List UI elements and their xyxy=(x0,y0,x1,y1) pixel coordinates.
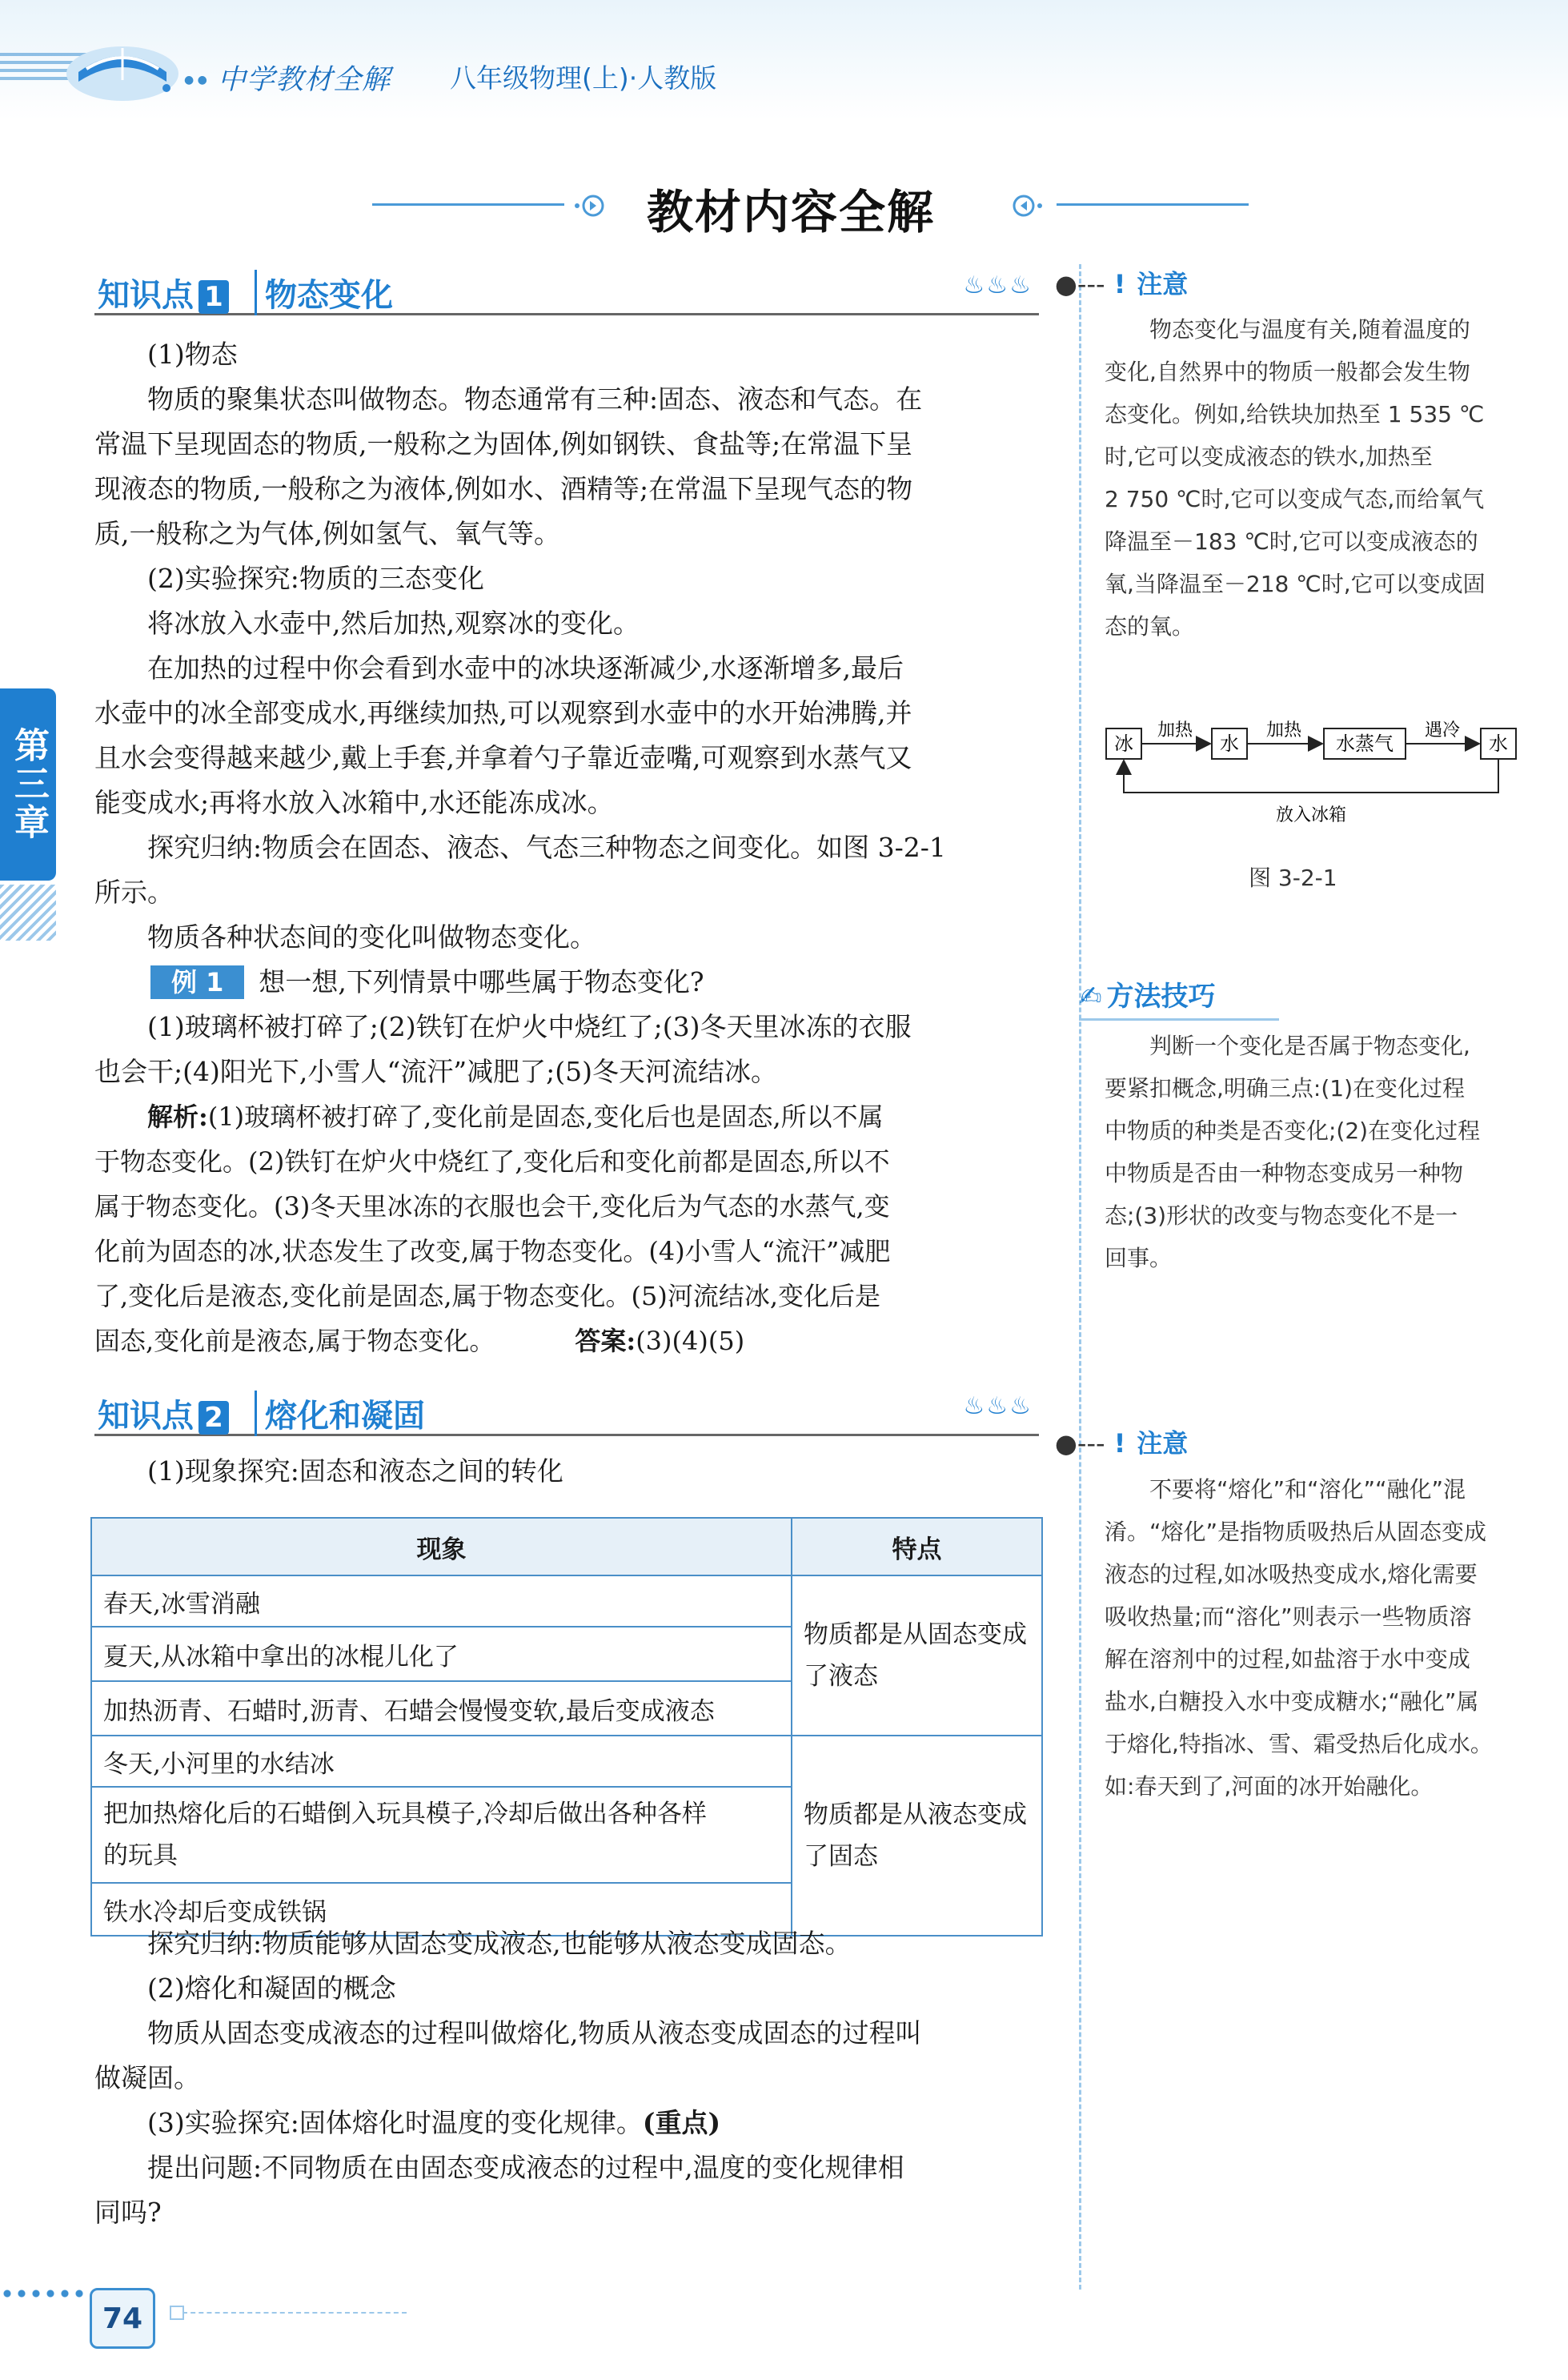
analysis-line: 解析:(1)玻璃杯被打碎了,变化前是固态,变化后也是固态,所以不属 xyxy=(147,1102,884,1132)
kp1-number-badge: 1 xyxy=(199,280,229,314)
note1-line: 降温至－183 ℃时,它可以变成液态的 xyxy=(1105,528,1478,555)
kp2-intro: (1)现象探究:固态和液态之间的转化 xyxy=(147,1455,563,1487)
diagram-node-water xyxy=(1212,728,1247,759)
title-line-right xyxy=(1057,203,1249,206)
footer-dots xyxy=(0,2290,88,2298)
kp1-line: 且水会变得越来越少,戴上手套,并拿着勺子靠近壶嘴,可观察到水蒸气又 xyxy=(94,742,912,773)
method-header: ✍ 方法技巧 xyxy=(1079,974,1279,1021)
diagram-edge-label: 加热 xyxy=(1157,720,1193,740)
footer-line xyxy=(182,2312,407,2314)
note2-line: 解在溶剂中的过程,如盐溶于水中变成 xyxy=(1105,1646,1470,1672)
analysis-line: 属于物态变化。(3)冬天里冰冻的衣服也会干,变化后为气态的水蒸气,变 xyxy=(94,1191,890,1222)
kp2-line: (3)实验探究:固体熔化时温度的变化规律。(重点) xyxy=(147,2107,721,2138)
kp2-header xyxy=(94,1389,1039,1436)
kp1-line: (2)实验探究:物质的三态变化 xyxy=(147,563,484,594)
table-cell: 加热沥青、石蜡时,沥青、石蜡会慢慢变软,最后变成液态 xyxy=(91,1681,792,1736)
kp1-flame-icon: ♨♨♨ xyxy=(963,271,1033,299)
note2-line: 盐水,白糖投入水中变成糖水;“融化”属 xyxy=(1105,1688,1479,1715)
note2-line: 不要将“熔化”和“溶化”“融化”混 xyxy=(1149,1476,1466,1503)
kp1-line: 物质各种状态间的变化叫做物态变化。 xyxy=(147,921,596,953)
book-logo-icon xyxy=(62,24,182,104)
table-feature-cell: 物质都是从固态变成 了液态 xyxy=(792,1575,1042,1736)
table-feature-cell: 物质都是从液态变成 了固态 xyxy=(792,1736,1042,1936)
kp2-label: 知识点 2 xyxy=(98,1391,234,1436)
diagram-node-water-2 xyxy=(1481,728,1516,759)
chapter-tab: 第三章 xyxy=(0,688,56,881)
note2-line: 于熔化,特指冰、雪、霜受热后化成水。 xyxy=(1105,1731,1493,1757)
method-line: 态;(3)形状的改变与物态变化不是一 xyxy=(1105,1202,1458,1229)
method-line: 中物质是否由一种物态变成另一种物 xyxy=(1105,1160,1464,1186)
diagram-edge-label: 遇冷 xyxy=(1424,720,1461,740)
exclamation-icon: ! xyxy=(1113,269,1126,299)
note2-line: 液态的过程,如冰吸热变成水,熔化需要 xyxy=(1105,1561,1478,1587)
diagram-return-label: 放入冰箱 xyxy=(1275,805,1347,825)
figure-caption: 图 3-2-1 xyxy=(1249,865,1337,891)
diagram-edge-label: 加热 xyxy=(1265,720,1302,740)
kp1-line: 能变成水;再将水放入冰箱中,水还能冻成冰。 xyxy=(94,787,614,818)
table-cell: 春天,冰雪消融 xyxy=(91,1575,792,1627)
phenomenon-table xyxy=(90,1517,1043,1937)
method-line: 判断一个变化是否属于物态变化, xyxy=(1149,1033,1470,1059)
kp1-line: 探究归纳:物质会在固态、液态、气态三种物态之间变化。如图 3-2-1 xyxy=(147,832,946,863)
page-title: 教材内容全解 xyxy=(647,185,936,239)
note2-line: 吸收热量;而“溶化”则表示一些物质溶 xyxy=(1105,1603,1472,1630)
state-change-diagram xyxy=(1105,716,1537,837)
analysis-line: 了,变化后是液态,变化前是固态,属于物态变化。(5)河流结冰,变化后是 xyxy=(94,1281,881,1311)
table-header: 特点 xyxy=(792,1518,1042,1575)
kp1-title: 物态变化 xyxy=(255,270,393,315)
note2-line: 淆。“熔化”是指物质吸热后从固态变成 xyxy=(1105,1519,1487,1545)
title-ornament-left-icon xyxy=(572,190,604,222)
diagram-return-arrow xyxy=(1124,759,1498,793)
example-1 xyxy=(94,960,1095,1005)
note1-line: 氧,当降温至－218 ℃时,它可以变成固 xyxy=(1105,571,1486,597)
kp2-line: 探究归纳:物质能够从固态变成液态,也能够从液态变成固态。 xyxy=(147,1928,852,1959)
kp2-line: 物质从固态变成液态的过程叫做熔化,物质从液态变成固态的过程叫 xyxy=(147,2017,922,2049)
table-cell: 冬天,小河里的水结冰 xyxy=(91,1736,792,1787)
example-line: (1)玻璃杯被打碎了;(2)铁钉在炉火中烧红了;(3)冬天里冰冻的衣服 xyxy=(147,1011,912,1042)
chapter-stripes xyxy=(0,885,56,941)
method-line: 要紧扣概念,明确三点:(1)在变化过程 xyxy=(1105,1075,1465,1102)
note2-header: ●--- ! 注意 xyxy=(1055,1428,1189,1459)
note1-line: 态变化。例如,给铁块加热至 1 535 ℃ xyxy=(1105,401,1485,427)
analysis-label: 解析: xyxy=(147,1102,208,1132)
kp2-line: 做凝固。 xyxy=(94,2062,200,2093)
example-badge: 例 1 xyxy=(150,965,244,999)
analysis-line: 化前为固态的冰,状态发生了改变,属于物态变化。(4)小雪人“流汗”减肥 xyxy=(94,1236,891,1266)
diagram-node-ice xyxy=(1106,728,1141,759)
analysis-line: 固态,变化前是液态,属于物态变化。 答案:(3)(4)(5) xyxy=(94,1326,745,1356)
kp2-line: 提出问题:不同物质在由固态变成液态的过程中,温度的变化规律相 xyxy=(147,2152,904,2183)
svg-text:水: 水 xyxy=(1489,732,1508,755)
table-cell: 铁水冷却后变成铁锅 xyxy=(91,1883,792,1936)
series-title: 中学教材全解 xyxy=(218,64,391,96)
example-line: 也会干;(4)阳光下,小雪人“流汗”减肥了;(5)冬天河流结冰。 xyxy=(94,1056,777,1087)
note1-line: 时,它可以变成液态的铁水,加热至 xyxy=(1105,443,1433,470)
kp1-line: 质,一般称之为气体,例如氢气、氧气等。 xyxy=(94,518,560,549)
analysis-line: 于物态变化。(2)铁钉在炉火中烧红了,变化后和变化前都是固态,所以不 xyxy=(94,1146,890,1177)
kp1-label: 知识点 1 xyxy=(98,270,234,315)
kp1-line: 所示。 xyxy=(94,877,174,908)
answer-value: (3)(4)(5) xyxy=(636,1326,745,1356)
kp1-header xyxy=(94,268,1039,315)
kp1-line: 物质的聚集状态叫做物态。物态通常有三种:固态、液态和气态。在 xyxy=(147,383,923,415)
kp1-line: (1)物态 xyxy=(147,339,238,370)
note1-header: ●--- ! 注意 xyxy=(1055,269,1189,299)
method-line: 中物质的种类是否变化;(2)在变化过程 xyxy=(1105,1118,1481,1144)
kp1-line: 常温下呈现固态的物质,一般称之为固体,例如钢铁、食盐等;在常温下呈 xyxy=(94,428,913,460)
svg-text:水蒸气: 水蒸气 xyxy=(1336,732,1394,755)
title-ornament-right-icon xyxy=(1013,190,1045,222)
example-question: 想一想,下列情景中哪些属于物态变化? xyxy=(259,966,704,997)
table-cell: 夏天,从冰箱中拿出的冰棍儿化了 xyxy=(91,1627,792,1681)
column-divider xyxy=(1079,264,1081,2290)
note1-line: 变化,自然界中的物质一般都会发生物 xyxy=(1105,359,1470,385)
kp2-line: (2)熔化和凝固的概念 xyxy=(147,1973,396,2004)
kp2-title: 熔化和凝固 xyxy=(255,1391,425,1436)
kp1-line: 将冰放入水壶中,然后加热,观察冰的变化。 xyxy=(147,608,640,639)
book-title: 八年级物理(上)·人教版 xyxy=(450,62,717,94)
kp2-line: 同吗? xyxy=(94,2197,162,2228)
note1-line: 物态变化与温度有关,随着温度的 xyxy=(1149,316,1470,343)
svg-text:水: 水 xyxy=(1220,732,1239,755)
page-number: 74 xyxy=(90,2288,155,2349)
note1-line: 2 750 ℃时,它可以变成气态,而给氧气 xyxy=(1105,486,1485,512)
kp1-line: 现液态的物质,一般称之为液体,例如水、酒精等;在常温下呈现气态的物 xyxy=(94,473,913,504)
table-cell: 把加热熔化后的石蜡倒入玩具模子,冷却后做出各种各样 的玩具 xyxy=(91,1787,792,1883)
kp1-line: 在加热的过程中你会看到水壶中的冰块逐渐减少,水逐渐增多,最后 xyxy=(147,652,904,684)
method-line: 回事。 xyxy=(1105,1245,1173,1271)
kp1-line: 水壶中的冰全部变成水,再继续加热,可以观察到水壶中的水开始沸腾,并 xyxy=(94,697,912,728)
table-header: 现象 xyxy=(91,1518,792,1575)
note2-line: 如:春天到了,河面的冰开始融化。 xyxy=(1105,1773,1434,1800)
header-dots: ● ● xyxy=(184,74,207,86)
key-point-tag: (重点) xyxy=(642,2107,721,2138)
method-hand-icon: ✍ xyxy=(1079,981,1102,1013)
kp2-number-badge: 2 xyxy=(199,1401,229,1435)
note1-line: 态的氧。 xyxy=(1105,613,1195,640)
svg-text:冰: 冰 xyxy=(1114,732,1133,755)
title-line-left xyxy=(372,203,564,206)
answer-label: 答案: xyxy=(575,1326,636,1356)
diagram-node-vapor xyxy=(1324,728,1406,759)
kp2-flame-icon: ♨♨♨ xyxy=(963,1392,1033,1420)
exclamation-icon: ! xyxy=(1113,1428,1126,1459)
